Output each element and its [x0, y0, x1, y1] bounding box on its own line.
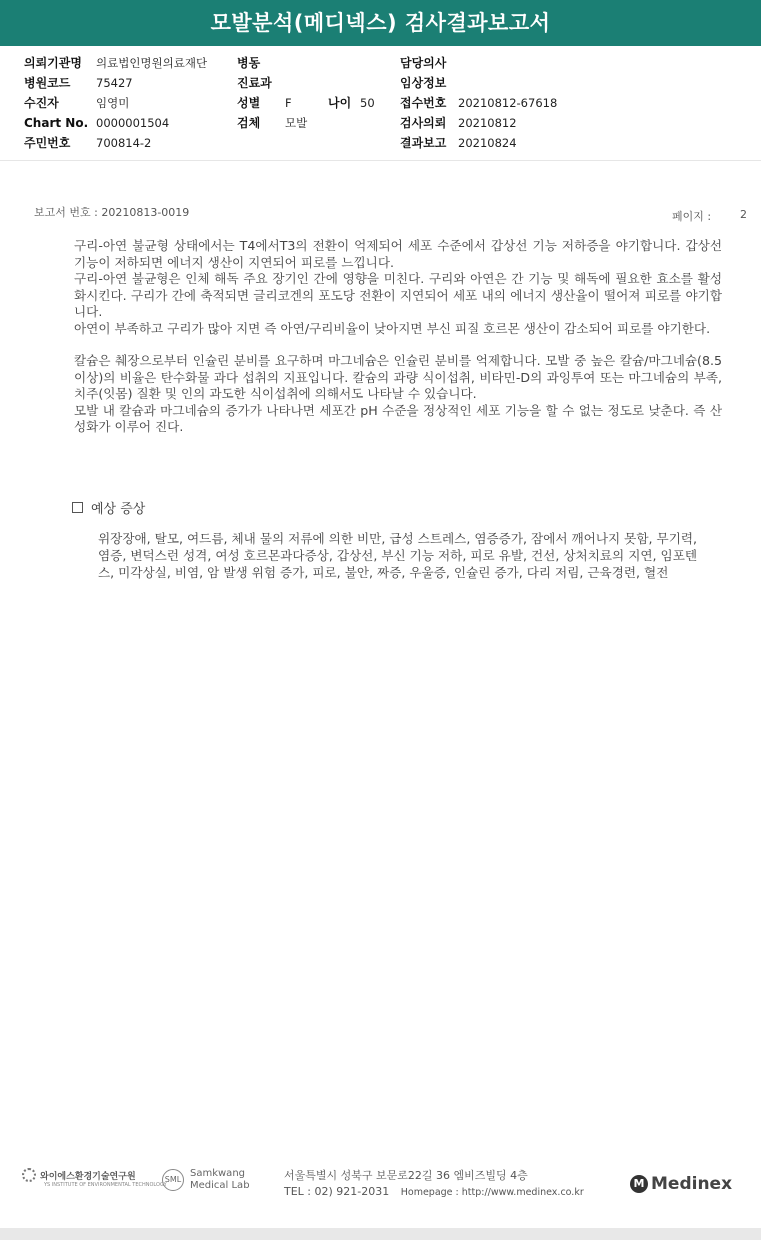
- paragraph-gap: [74, 337, 722, 353]
- samkwang-logo: [162, 1168, 250, 1192]
- specimen-label: 검체: [237, 116, 261, 130]
- ys-logo-name: 와이에스환경기술연구원: [40, 1171, 136, 1182]
- reception-label: 접수번호: [400, 96, 447, 110]
- sex-label: 성별: [237, 96, 261, 110]
- age-value: 50: [360, 96, 375, 110]
- patient-name-value: 임영미: [96, 96, 130, 110]
- header-divider: [0, 160, 761, 161]
- report-number: 보고서 번호 : 20210813-0019: [34, 206, 190, 219]
- samkwang-line2: Medical Lab: [190, 1180, 250, 1191]
- clinical-info-label: 임상정보: [400, 76, 447, 90]
- paragraph: 칼슘은 췌장으로부터 인슐린 분비를 요구하며 마그네슘은 인슐린 분비를 억제합니다. 모발 중 높은 칼슘/마그네슘(8.5이상)의 비율은 탄수화물 과다 섭취의 지표입니다. 칼슘의 과량 식이섭취, 비타민-D의 과잉투여 또는 마그네슘의 부족, 치주(잇몸) 질환 및 인의 과도한 식이섭취에 의해서도 나타날 수 있습니다.: [74, 353, 722, 401]
- institution-value: 의료법인명원의료재단: [96, 56, 208, 70]
- page-label: 페이지 :: [672, 210, 712, 223]
- footer-address: [284, 1168, 584, 1201]
- bottom-strip: [0, 1228, 761, 1240]
- chart-no-value: 0000001504: [96, 116, 170, 130]
- doctor-label: 담당의사: [400, 56, 447, 70]
- patient-info: [0, 54, 761, 154]
- age-label: 나이: [328, 96, 352, 110]
- ys-institute-logo: [22, 1168, 167, 1188]
- resident-id-value: 700814-2: [96, 136, 152, 150]
- report-body: [74, 238, 722, 436]
- section-heading: [72, 498, 145, 517]
- report-title: 모발분석(메디넥스) 검사결과보고서: [0, 0, 761, 46]
- reception-value: 20210812-67618: [458, 96, 558, 110]
- paragraph: 구리-아연 불균형은 인체 해독 주요 장기인 간에 영향을 미친다. 구리와 아연은 간 기능 및 해독에 필요한 효소를 활성화시킨다. 구리가 간에 축적되면 글리코겐의 포도당 전환이 지연되어 세포 내의 에너지 생산율이 떨어져 피로를 야기합니다.: [74, 271, 722, 319]
- page-number: 2: [740, 208, 747, 221]
- hospital-code-label: 병원코드: [24, 76, 71, 90]
- samkwang-line1: Samkwang: [190, 1168, 245, 1179]
- tel-text: TEL : 02) 921-2031: [284, 1185, 390, 1198]
- symptoms-text: 위장장애, 탈모, 여드름, 체내 물의 저류에 의한 비만, 급성 스트레스, 염증증가, 잠에서 깨어나지 못함, 무기력, 염증, 변덕스런 성격, 여성 호르몬과다증상, 갑상선, 부신 기능 저하, 피로 유발, 건선, 상처치료의 지연, 임포텐스, 미각상실, 비염, 암 발생 위험 증가, 피로, 불안, 짜증, 우울증, 인슐린 증가, 다리 저림, 근육경련, 혈전: [98, 531, 698, 580]
- checkbox-icon: [72, 502, 83, 513]
- patient-name-label: 수진자: [24, 96, 59, 110]
- samkwang-logo-icon: SML: [162, 1169, 184, 1191]
- report-date-label: 결과보고: [400, 136, 447, 150]
- medinex-logo-icon: M: [630, 1175, 648, 1193]
- resident-id-label: 주민번호: [24, 136, 71, 150]
- request-date-value: 20210812: [458, 116, 517, 130]
- address-text: 서울특별시 성북구 보문로22길 36 엠비즈빌딩 4층: [284, 1169, 528, 1182]
- medinex-wordmark: Medinex: [651, 1174, 733, 1194]
- request-date-label: 검사의뢰: [400, 116, 447, 130]
- paragraph: 구리-아연 불균형 상태에서는 T4에서T3의 전환이 억제되어 세포 수준에서 갑상선 기능 저하증을 야기합니다. 갑상선 기능이 저하되면 에너지 생산이 지연되어 피로를 느낍니다.: [74, 238, 722, 270]
- paragraph: 모발 내 칼슘과 마그네슘의 증가가 나타나면 세포간 pH 수준을 정상적인 세포 기능을 할 수 없는 정도로 낮춘다. 즉 산성화가 이루어 진다.: [74, 402, 722, 434]
- sex-value: F: [285, 96, 292, 110]
- homepage-link[interactable]: Homepage : http://www.medinex.co.kr: [400, 1187, 584, 1198]
- report-date-value: 20210824: [458, 136, 517, 150]
- ward-label: 병동: [237, 56, 261, 70]
- chart-no-label: Chart No.: [24, 116, 89, 130]
- footer: [0, 1160, 761, 1220]
- ys-logo-icon: [22, 1168, 36, 1182]
- paragraph: 아연이 부족하고 구리가 많아 지면 즉 아연/구리비율이 낮아지면 부신 피질 호르몬 생산이 감소되어 피로를 야기한다.: [74, 320, 711, 336]
- institution-label: 의뢰기관명: [24, 56, 82, 70]
- department-label: 진료과: [237, 76, 272, 90]
- hospital-code-value: 75427: [96, 76, 133, 90]
- ys-logo-subtitle: YS INSTITUTE OF ENVIRONMENTAL TECHNOLOGY: [44, 1182, 167, 1188]
- specimen-value: 모발: [285, 116, 308, 130]
- medinex-logo: [630, 1174, 732, 1194]
- section-title: 예상 증상: [91, 502, 146, 517]
